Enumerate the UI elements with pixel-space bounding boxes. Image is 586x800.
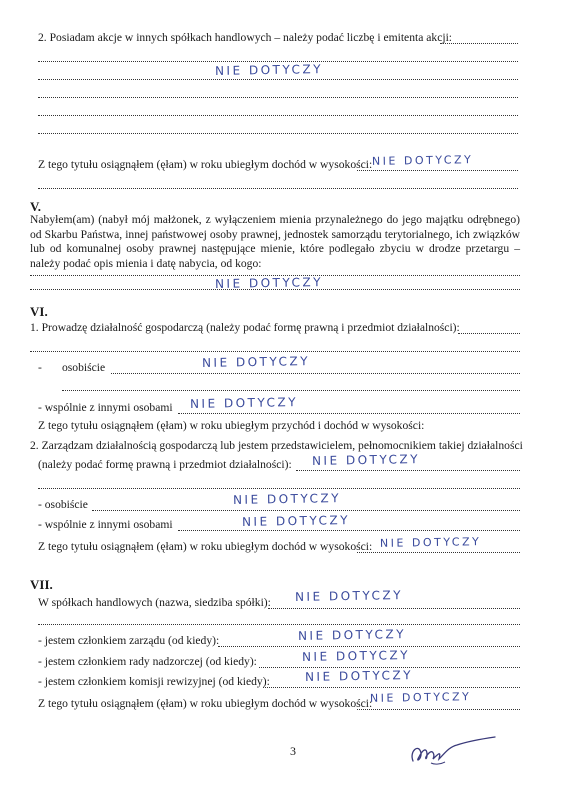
handwritten-fill: NIE DOTYCZY bbox=[304, 668, 414, 684]
dotted-line bbox=[38, 115, 518, 116]
section6-income1: Z tego tytułu osiągnąłem (ęłam) w roku ubiegłym przychód i dochód w wysokości: bbox=[38, 419, 425, 432]
handwritten-fill: NIE DOTYCZY bbox=[371, 153, 474, 168]
section6-item1: 1. Prowadzę działalność gospodarczą (należy podać formę prawną i przedmiot działalności): bbox=[30, 321, 460, 334]
dotted-line bbox=[30, 351, 520, 352]
dotted-line bbox=[178, 530, 520, 531]
handwritten-fill: NIE DOTYCZY bbox=[214, 62, 324, 78]
section6-personal2-label: - osobiście bbox=[38, 498, 88, 511]
handwritten-fill: NIE DOTYCZY bbox=[232, 491, 342, 507]
section6-item2-cont: (należy podać formę prawną i przedmiot działalności): bbox=[38, 458, 292, 471]
section7-board: - jestem członkiem zarządu (od kiedy): bbox=[38, 634, 220, 647]
dotted-line bbox=[38, 188, 518, 189]
handwritten-fill: NIE DOTYCZY bbox=[379, 535, 482, 550]
handwritten-fill: NIE DOTYCZY bbox=[201, 354, 311, 370]
dotted-line bbox=[458, 333, 520, 334]
section5-heading: V. bbox=[30, 199, 41, 214]
dotted-line bbox=[38, 133, 518, 134]
handwritten-fill: NIE DOTYCZY bbox=[369, 690, 472, 705]
section6-income2: Z tego tytułu osiągnąłem (ęłam) w roku ubiegłym dochód w wysokości: bbox=[38, 540, 373, 553]
signature bbox=[405, 733, 505, 773]
section7-audit: - jestem członkiem komisji rewizyjnej (od kiedy): bbox=[38, 675, 270, 688]
dotted-line bbox=[38, 97, 518, 98]
dotted-line bbox=[218, 646, 520, 647]
section5-text: Nabyłem(am) (nabył mój małżonek, z wyłączeniem mienia przynależnego do jego majątku odrębnego) od Skarbu Państwa, innej państwowej osoby prawnej, jednostek samorządu terytorialnego, ich związków lub od komunalnej osoby prawnej następujące mienie, które podlegało zbyciu w drodze przetargu – należy podać opis mienia i datę nabycia, od kogo: bbox=[30, 213, 520, 270]
section7-income: Z tego tytułu osiągnąłem (ęłam) w roku ubiegłym dochód w wysokości: bbox=[38, 697, 373, 710]
dotted-line bbox=[357, 170, 518, 171]
dotted-line bbox=[440, 43, 518, 44]
dotted-line bbox=[30, 289, 520, 290]
page-number: 3 bbox=[290, 744, 296, 758]
handwritten-fill: NIE DOTYCZY bbox=[311, 452, 421, 468]
section6-jointly2-label: - wspólnie z innymi osobami bbox=[38, 518, 173, 531]
dotted-line bbox=[38, 624, 520, 625]
dotted-line bbox=[111, 373, 520, 374]
section7-heading: VII. bbox=[30, 577, 53, 592]
dotted-line bbox=[62, 390, 520, 391]
dotted-line bbox=[178, 413, 520, 414]
handwritten-fill: NIE DOTYCZY bbox=[301, 648, 411, 664]
handwritten-fill: NIE DOTYCZY bbox=[294, 588, 404, 604]
dotted-line bbox=[268, 608, 520, 609]
section6-personal-dash: - bbox=[38, 361, 42, 374]
section6-personal-label: osobiście bbox=[62, 361, 106, 374]
dotted-line bbox=[92, 510, 520, 511]
section6-jointly-label: - wspólnie z innymi osobami bbox=[38, 401, 173, 414]
handwritten-fill: NIE DOTYCZY bbox=[241, 513, 351, 529]
dotted-line bbox=[263, 687, 520, 688]
dotted-line bbox=[38, 488, 520, 489]
dotted-line bbox=[296, 470, 520, 471]
handwritten-fill: NIE DOTYCZY bbox=[214, 275, 324, 291]
handwritten-fill: NIE DOTYCZY bbox=[189, 395, 299, 411]
section6-item2: 2. Zarządzam działalnością gospodarczą lub jestem przedstawicielem, pełnomocnikiem takiej działalności bbox=[30, 439, 523, 452]
dotted-line bbox=[357, 709, 520, 710]
section7-companies: W spółkach handlowych (nazwa, siedziba spółki): bbox=[38, 596, 271, 609]
section4-item2: 2. Posiadam akcje w innych spółkach handlowych – należy podać liczbę i emitenta akcji: bbox=[38, 31, 453, 44]
section4-income: Z tego tytułu osiągnąłem (ęłam) w roku ubiegłym dochód w wysokości: bbox=[38, 158, 373, 171]
dotted-line bbox=[357, 552, 520, 553]
section7-supervisory: - jestem członkiem rady nadzorczej (od kiedy): bbox=[38, 655, 257, 668]
section6-heading: VI. bbox=[30, 304, 48, 319]
handwritten-fill: NIE DOTYCZY bbox=[297, 627, 407, 643]
dotted-line bbox=[38, 79, 518, 80]
